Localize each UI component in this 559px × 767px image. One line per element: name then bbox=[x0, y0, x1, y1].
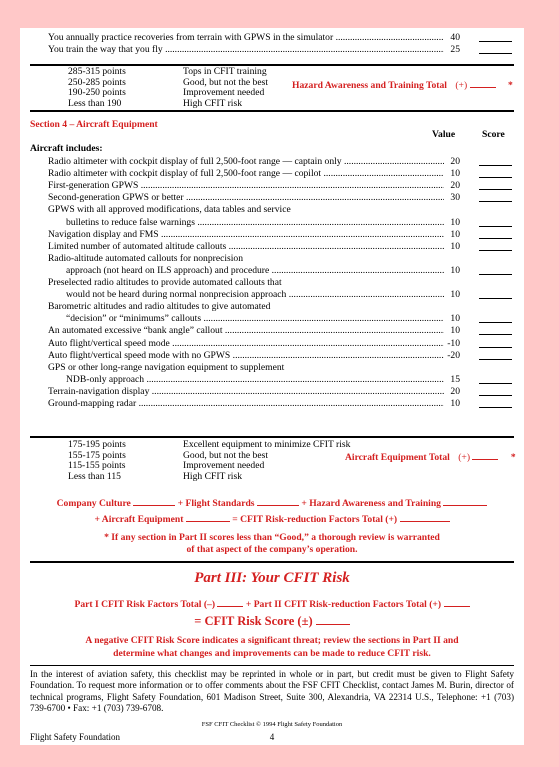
equipment-label: Navigation display and FMS ..... bbox=[48, 229, 458, 240]
flight-standards-label: + Flight Standards bbox=[177, 498, 255, 509]
org-name: Flight Safety Foundation bbox=[30, 732, 120, 742]
item-label: You annually practice recoveries from terrain with GPWS in the simulator ..... bbox=[48, 32, 458, 43]
equipment-value: 20 bbox=[444, 180, 460, 192]
equipment-label: Limited number of automated altitude callouts ..... bbox=[48, 241, 458, 252]
score-blank[interactable] bbox=[479, 165, 512, 166]
equipment-value: 10 bbox=[444, 325, 460, 337]
score-blank[interactable] bbox=[479, 274, 512, 275]
scale-points: 115-155 points bbox=[68, 460, 126, 472]
part3-line-1 bbox=[20, 597, 524, 611]
equipment-label: Auto flight/vertical speed mode ..... bbox=[48, 338, 458, 349]
equipment-value: 10 bbox=[444, 398, 460, 410]
score-blank[interactable] bbox=[479, 322, 512, 323]
equipment-label: Radio altimeter with cockpit display of full 2,500-foot range — captain only ..... bbox=[48, 156, 458, 167]
total-sign: (+) bbox=[455, 80, 468, 91]
equipment-label: bulletins to reduce false warnings ..... bbox=[66, 217, 458, 228]
checklist-page bbox=[20, 28, 524, 745]
equipment-label: Auto flight/vertical speed mode with no GPWS ..... bbox=[48, 350, 458, 361]
score-blank[interactable] bbox=[479, 41, 512, 42]
equipment-value: 15 bbox=[444, 374, 460, 386]
equipment-value: -20 bbox=[444, 350, 460, 362]
equipment-label: approach (not heard on ILS approach) and procedure ..... bbox=[66, 265, 458, 276]
reduction-factors-label: + Part II CFIT Risk-reduction Factors Total (+) bbox=[245, 599, 442, 610]
equipment-value: 10 bbox=[444, 229, 460, 241]
flight-standards-blank[interactable] bbox=[257, 496, 299, 506]
scale-points: 175-195 points bbox=[68, 439, 126, 450]
equipment-label: Preselected radio altitudes to provide automated callouts that bbox=[48, 277, 282, 288]
equipment-value: 10 bbox=[444, 168, 460, 180]
total-sign: (+) bbox=[458, 452, 471, 463]
equipment-label: Ground-mapping radar ..... bbox=[48, 398, 458, 409]
summary-line-2 bbox=[20, 512, 524, 526]
warning-line-1: A negative CFIT Risk Score indicates a significant threat; review the sections in Part II and bbox=[85, 635, 459, 646]
scale-points: 285-315 points bbox=[68, 66, 126, 77]
divider bbox=[30, 665, 514, 666]
equipment-label: Terrain-navigation display ..... bbox=[48, 386, 458, 397]
equipment-value: 10 bbox=[444, 289, 460, 301]
score-header: Score bbox=[482, 129, 505, 140]
scale-points: 155-175 points bbox=[68, 449, 126, 461]
equipment-label: Radio altimeter with cockpit display of full 2,500-foot range — copilot ..... bbox=[48, 168, 458, 179]
asterisk-mark: * bbox=[510, 452, 516, 463]
scale-points: 190-250 points bbox=[68, 87, 126, 99]
warning-line-2: determine what changes and improvements can be made to reduce CFIT risk. bbox=[113, 648, 431, 659]
equipment-value: 10 bbox=[444, 313, 460, 325]
total-blank[interactable] bbox=[472, 450, 498, 460]
equipment-label: Second-generation GPWS or better ..... bbox=[48, 192, 458, 203]
score-blank[interactable] bbox=[479, 250, 512, 251]
item-value: 25 bbox=[444, 44, 460, 56]
hazard-blank[interactable] bbox=[443, 496, 487, 506]
scale-points: 250-285 points bbox=[68, 76, 126, 88]
equipment-label: “decision” or “minimums” callouts ..... bbox=[66, 313, 458, 324]
equipment-total bbox=[345, 450, 516, 463]
copyright: FSF CFIT Checklist © 1994 Flight Safety Foundation bbox=[201, 721, 343, 728]
total-label: Hazard Awareness and Training Total bbox=[292, 80, 447, 91]
scale-desc: Good, but not the best bbox=[183, 449, 269, 461]
equipment-value: 10 bbox=[444, 217, 460, 229]
equipment-label: Barometric altitudes and radio altitudes to give automated bbox=[48, 301, 271, 313]
reduction-factors-blank[interactable] bbox=[444, 597, 470, 607]
scale-desc: High CFIT risk bbox=[183, 97, 242, 109]
summary-line-1 bbox=[20, 496, 524, 510]
risk-score-blank[interactable] bbox=[316, 613, 350, 625]
equipment-value: 20 bbox=[444, 386, 460, 398]
risk-score-label: = CFIT Risk Score (±) bbox=[194, 614, 313, 628]
score-blank[interactable] bbox=[479, 407, 512, 408]
hazard-label: + Hazard Awareness and Training bbox=[301, 498, 441, 509]
score-blank[interactable] bbox=[479, 395, 512, 396]
reduction-total-label: = CFIT Risk-reduction Factors Total (+) bbox=[232, 514, 398, 525]
risk-factors-blank[interactable] bbox=[217, 597, 243, 607]
scale-desc: Improvement needed bbox=[183, 460, 265, 472]
equipment-label: An automated excessive “bank angle” callout ..... bbox=[48, 325, 458, 336]
hazard-total bbox=[292, 78, 513, 91]
company-culture-blank[interactable] bbox=[133, 496, 175, 506]
scale-desc: Improvement needed bbox=[183, 87, 265, 99]
equipment-label: Radio-altitude automated callouts for nonprecision bbox=[48, 252, 244, 264]
section-title: Section 4 – Aircraft Equipment bbox=[30, 119, 158, 130]
item-label: You train the way that you fly ..... bbox=[48, 44, 458, 55]
equipment-value: 20 bbox=[444, 156, 460, 168]
equipment-value: 10 bbox=[444, 241, 460, 253]
score-blank[interactable] bbox=[479, 238, 512, 239]
divider bbox=[30, 561, 514, 563]
equipment-label: GPS or other long-range navigation equipment to supplement bbox=[48, 361, 285, 373]
equipment-value: 10 bbox=[444, 265, 460, 277]
review-note-2: of that aspect of the company’s operation. bbox=[186, 544, 358, 555]
page-number: 4 bbox=[269, 732, 275, 742]
scale-points: Less than 115 bbox=[68, 470, 121, 482]
scale-desc: Excellent equipment to minimize CFIT risk bbox=[183, 439, 351, 450]
divider bbox=[30, 436, 514, 438]
scale-desc: Tops in CFIT training bbox=[183, 66, 267, 77]
company-culture-label: Company Culture bbox=[56, 498, 131, 509]
equipment-label: First-generation GPWS ..... bbox=[48, 180, 458, 191]
score-blank[interactable] bbox=[479, 347, 512, 348]
part-title: Part III: Your CFIT Risk bbox=[194, 570, 350, 586]
includes-label: Aircraft includes: bbox=[30, 143, 103, 154]
equipment-label: NDB-only approach ..... bbox=[66, 374, 458, 385]
score-blank[interactable] bbox=[479, 298, 512, 299]
risk-factors-label: Part I CFIT Risk Factors Total (–) bbox=[74, 599, 216, 610]
score-blank[interactable] bbox=[479, 201, 512, 202]
score-blank[interactable] bbox=[479, 189, 512, 190]
score-blank[interactable] bbox=[479, 359, 512, 360]
risk-score-line bbox=[20, 613, 524, 629]
total-blank[interactable] bbox=[470, 78, 496, 88]
total-label: Aircraft Equipment Total bbox=[345, 452, 450, 463]
equipment-label: would not be heard during normal nonprecision approach ..... bbox=[66, 289, 458, 300]
divider bbox=[30, 110, 514, 112]
footer-text: In the interest of aviation safety, this checklist may be reprinted in whole or in part, but credit must be given to Flight Safety Foundation. To request more information or to offer comments about the FSF CFIT Checklist, contact James M. Burin, director of technical programs, Flight Safety Foundation, 601 Madison Street, Suite 300, Alexandria, VA 22314 U.S., Telephone: +1 (703) 739-6700 • Fax: +1 (703) 739-6708. bbox=[30, 669, 514, 714]
value-header: Value bbox=[432, 129, 456, 140]
score-blank[interactable] bbox=[479, 177, 512, 178]
score-blank[interactable] bbox=[479, 53, 512, 54]
equipment-value: -10 bbox=[444, 338, 460, 350]
item-value: 40 bbox=[444, 32, 460, 44]
score-blank[interactable] bbox=[479, 383, 512, 384]
equipment-label: GPWS with all approved modifications, data tables and service bbox=[48, 204, 291, 216]
scale-points: Less than 190 bbox=[68, 97, 122, 109]
review-note-1: * If any section in Part II scores less than “Good,” a thorough review is warranted bbox=[104, 532, 440, 543]
score-blank[interactable] bbox=[479, 334, 512, 335]
score-blank[interactable] bbox=[479, 226, 512, 227]
scale-desc: High CFIT risk bbox=[183, 470, 242, 482]
asterisk-mark: * bbox=[507, 80, 513, 91]
equipment-value: 30 bbox=[444, 192, 460, 204]
reduction-total-blank[interactable] bbox=[400, 512, 450, 522]
aircraft-label: + Aircraft Equipment bbox=[94, 514, 184, 525]
scale-desc: Good, but not the best bbox=[183, 76, 269, 88]
aircraft-blank[interactable] bbox=[186, 512, 230, 522]
